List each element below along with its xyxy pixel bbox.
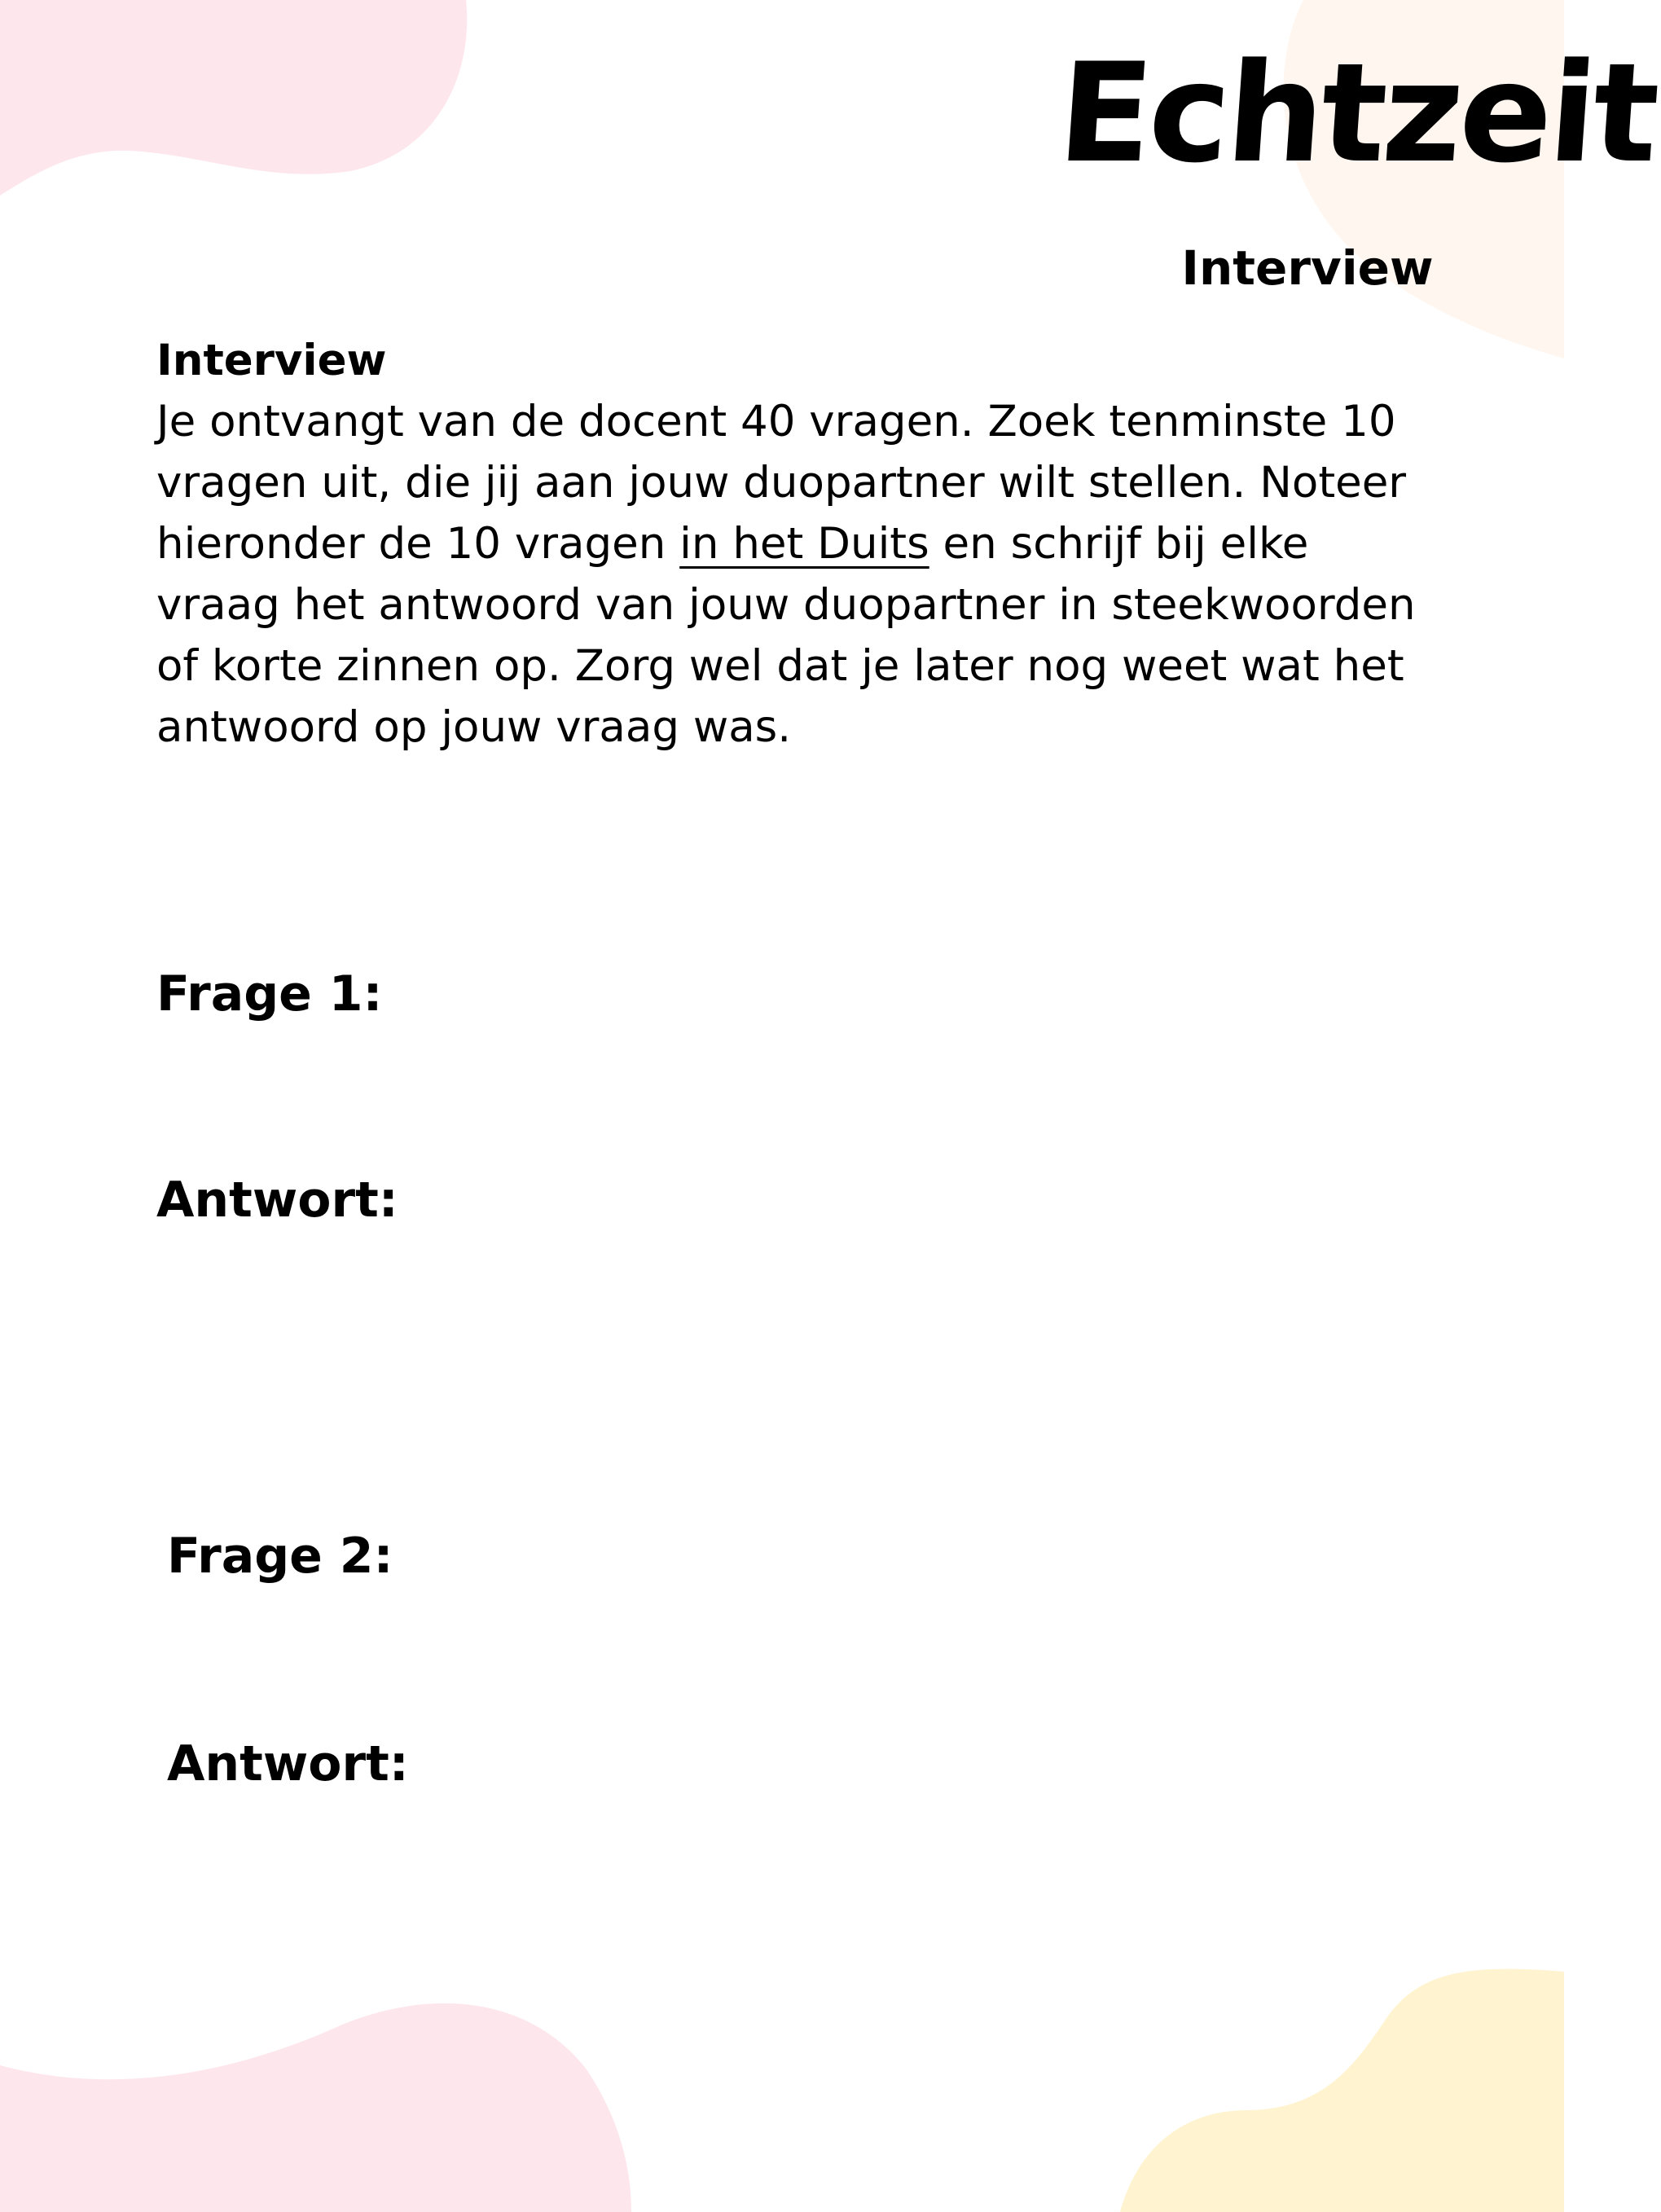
intro-text (156, 391, 1443, 758)
intro-text-after: en schrijf bij elke vraag het antwoord van jouw duopartner in steekwoorden of korte zinnen op. Zorg wel dat je later nog weet wat het antwoord op jouw vraag was. (156, 519, 1416, 752)
question-1-label: Frage 1: (156, 965, 383, 1022)
brand-subtitle: Interview (1181, 240, 1434, 296)
intro-text-underlined: in het Duits (679, 519, 929, 569)
brand-title: Echtzeit (1053, 33, 1661, 193)
intro-title: Interview (156, 336, 387, 385)
pink-blob-bottom-left (0, 2003, 631, 2212)
question-2-label: Frage 2: (167, 1528, 393, 1585)
yellow-blob-bottom-right (1120, 1969, 1564, 2212)
intro-text-before: Je ontvangt van de docent 40 vragen. Zoek tenminste 10 vragen uit, die jij aan jouw duopartner wilt stellen. Noteer hieronder de 10 vragen (156, 397, 1407, 569)
pink-blob-top-left (0, 0, 467, 196)
answer-1-label: Antwort: (156, 1172, 398, 1229)
answer-2-label: Antwort: (167, 1735, 409, 1792)
intro-section (156, 330, 1443, 758)
